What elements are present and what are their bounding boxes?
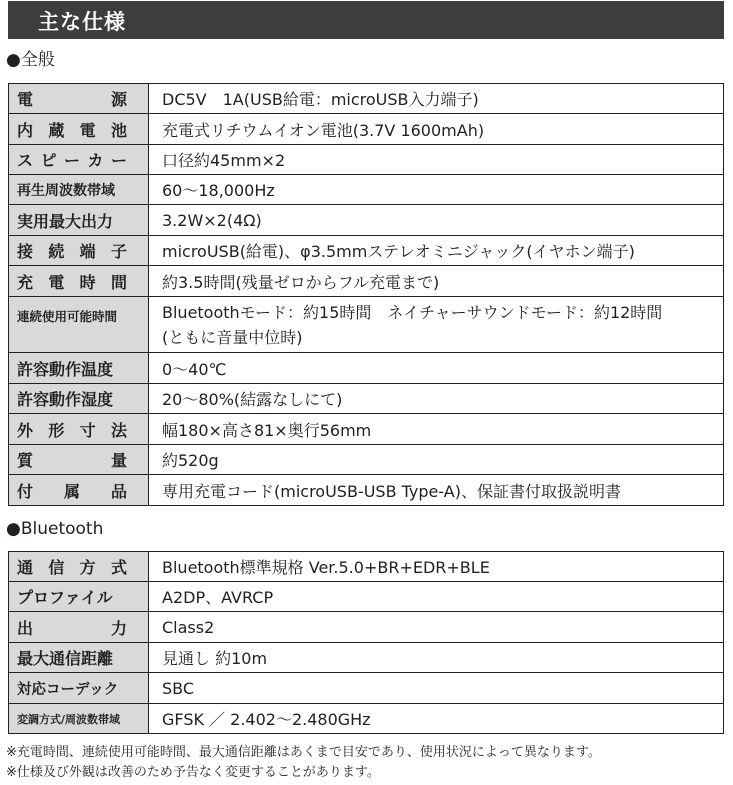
spec-value: 約3.5時間(残量ゼロからフル充電まで): [149, 266, 724, 297]
bluetooth-section-heading: ●Bluetooth: [6, 519, 104, 539]
spec-value: 専用充電コード(microUSB-USB Type-A)、保証書付取扱説明書: [149, 475, 724, 506]
spec-label: プロファイル: [9, 582, 149, 612]
spec-row-modulation: [9, 704, 724, 734]
spec-value: 20〜80%(結露なしにて): [149, 384, 724, 414]
spec-row-speaker: [9, 145, 724, 175]
spec-value: microUSB(給電)、φ3.5mmステレオミニジャック(イヤホン端子): [149, 236, 724, 266]
page-title: 主な仕様: [38, 10, 126, 34]
spec-label: 接 続 端 子: [9, 236, 149, 266]
spec-row-bt-output: [9, 612, 724, 643]
spec-label: 許容動作湿度: [9, 384, 149, 414]
spec-label: 連続使用可能時間: [9, 297, 149, 353]
spec-label: 実用最大出力: [9, 205, 149, 236]
spec-row-frequency: [9, 175, 724, 205]
spec-row-temperature: [9, 353, 724, 384]
spec-value: 約520g: [149, 445, 724, 475]
general-spec-table: [8, 83, 724, 506]
spec-value: SBC: [149, 673, 724, 704]
spec-value: 60〜18,000Hz: [149, 175, 724, 205]
spec-value: GFSK ／ 2.402〜2.480GHz: [149, 704, 724, 734]
spec-label: 質 量: [9, 445, 149, 475]
spec-value: 見通し 約10m: [149, 643, 724, 673]
spec-row-dimensions: [9, 414, 724, 445]
spec-row-codec: [9, 673, 724, 704]
spec-value: A2DP、AVRCP: [149, 582, 724, 612]
bluetooth-spec-table: [8, 551, 724, 734]
spec-row-communication: [9, 552, 724, 582]
spec-row-accessories: [9, 475, 724, 506]
spec-label: 通 信 方 式: [9, 552, 149, 582]
general-section-heading: ●全般: [6, 50, 55, 70]
spec-row-charge-time: [9, 266, 724, 297]
spec-value: DC5V 1A(USB給電：microUSB入力端子): [149, 84, 724, 114]
spec-value: Class2: [149, 612, 724, 643]
spec-row-power: [9, 84, 724, 114]
spec-value: 0〜40℃: [149, 353, 724, 384]
spec-row-weight: [9, 445, 724, 475]
footnote: ※仕様及び外観は改善のため予告なく変更することがあります。: [6, 765, 380, 780]
page-title-bar: [8, 1, 724, 39]
spec-value: 充電式リチウムイオン電池(3.7V 1600mAh): [149, 114, 724, 145]
spec-value-line: (ともに音量中位時): [162, 327, 303, 347]
spec-label: 外 形 寸 法: [9, 414, 149, 445]
spec-label: 対応コーデック: [9, 673, 149, 704]
spec-label: 内 蔵 電 池: [9, 114, 149, 145]
spec-value: 3.2W×2(4Ω): [149, 205, 724, 236]
spec-label: 変調方式/周波数帯域: [9, 704, 149, 734]
spec-value: 口径約45mm×2: [149, 145, 724, 175]
spec-label: 付 属 品: [9, 475, 149, 506]
spec-label: ス ピ ー カ ー: [9, 145, 149, 175]
spec-row-humidity: [9, 384, 724, 414]
spec-value: Bluetooth標準規格 Ver.5.0+BR+EDR+BLE: [149, 552, 724, 582]
spec-row-battery: [9, 114, 724, 145]
spec-value-line: Bluetoothモード：約15時間 ネイチャーサウンドモード：約12時間: [162, 302, 663, 322]
spec-value: [149, 297, 724, 353]
spec-label: 出 力: [9, 612, 149, 643]
spec-label: 最大通信距離: [9, 643, 149, 673]
spec-row-profile: [9, 582, 724, 612]
spec-label: 充 電 時 間: [9, 266, 149, 297]
spec-label: 再生周波数帯域: [9, 175, 149, 205]
spec-row-terminal: [9, 236, 724, 266]
spec-row-output: [9, 205, 724, 236]
spec-value: 幅180×高さ81×奥行56mm: [149, 414, 724, 445]
spec-row-usage-time: [9, 297, 724, 353]
spec-label: 電 源: [9, 84, 149, 114]
footnote: ※充電時間、連続使用可能時間、最大通信距離はあくまで目安であり、使用状況によって異なります。: [6, 745, 601, 760]
spec-label: 許容動作温度: [9, 353, 149, 384]
spec-row-range: [9, 643, 724, 673]
